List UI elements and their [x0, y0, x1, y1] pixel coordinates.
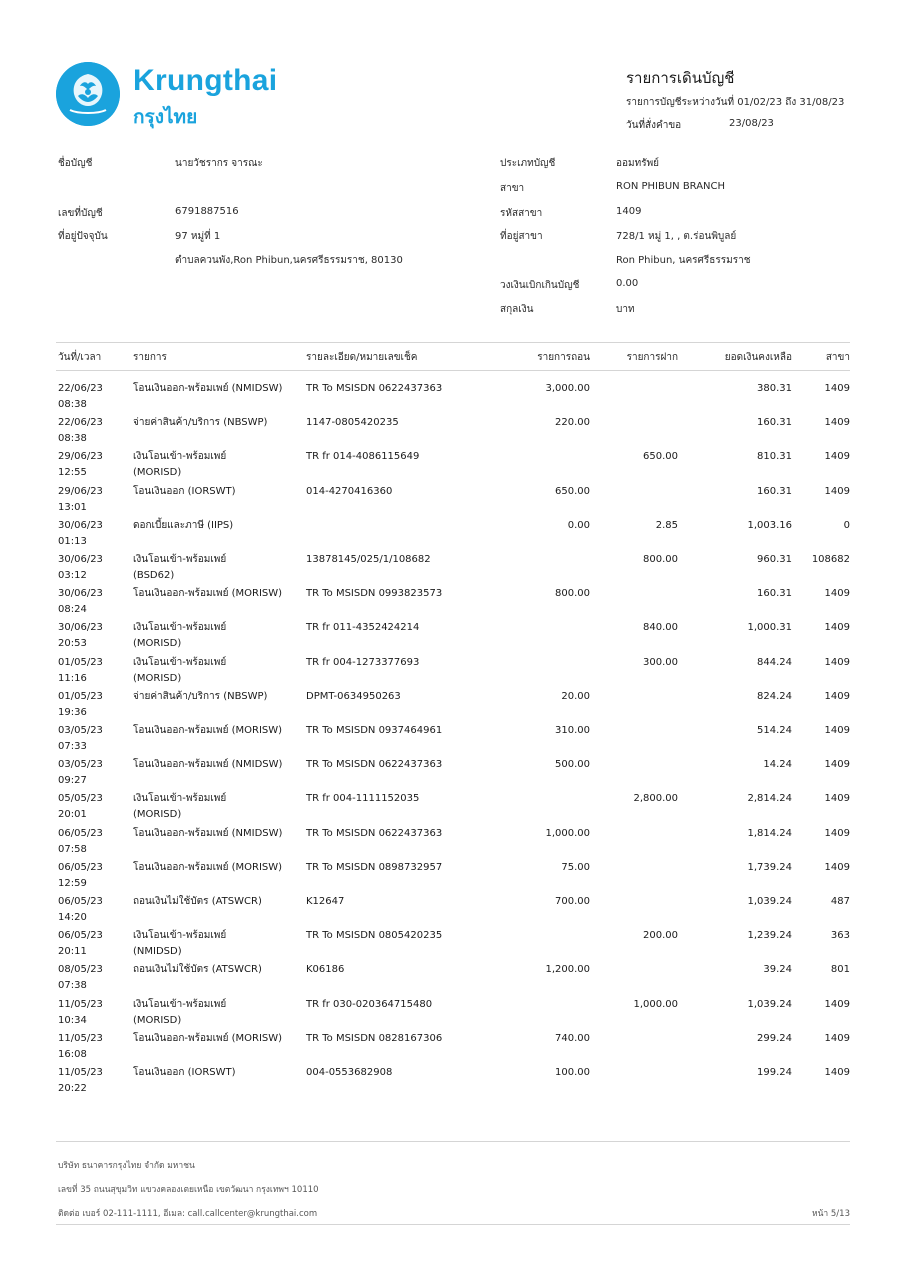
row-date: 30/06/23: [58, 519, 103, 531]
row-time: 09:27: [58, 775, 87, 787]
row-description: ถอนเงินไม่ใช้บัตร (ATSWCR): [133, 964, 262, 976]
row-deposit: 840.00: [643, 622, 678, 634]
row-date: 01/05/23: [58, 656, 103, 668]
col-header-description: รายการ: [133, 352, 167, 363]
account-type-label: ประเภทบัญชี: [500, 158, 556, 169]
row-date: 29/06/23: [58, 451, 103, 463]
row-detail: TR fr 030-020364715480: [306, 998, 433, 1010]
request-date-label: วันที่สั่งคำขอ: [626, 120, 682, 131]
row-description: โอนเงินออก (IORSWT): [133, 485, 236, 497]
statement-period: รายการบัญชีระหว่างวันที่ 01/02/23 ถึง 31/08/23: [626, 97, 845, 108]
row-withdraw: 310.00: [555, 725, 590, 736]
row-date: 30/06/23: [58, 622, 103, 634]
account-name: นายวัชรากร จารณะ: [175, 158, 263, 169]
row-date: 30/06/23: [58, 588, 103, 600]
row-description: เงินโอนเข้า-พร้อมเพย์: [133, 622, 227, 634]
row-branch: 1409: [824, 451, 850, 463]
row-withdraw: 20.00: [561, 690, 590, 702]
row-deposit: 650.00: [643, 451, 678, 463]
row-withdraw: 1,000.00: [545, 827, 590, 839]
address-line-1: 97 หมู่ที่ 1: [175, 231, 221, 242]
currency-value: บาท: [616, 304, 635, 315]
row-description: เงินโอนเข้า-พร้อมเพย์: [133, 554, 227, 565]
row-branch: 363: [830, 930, 850, 942]
row-description: โอนเงินออก-พร้อมเพย์ (NMIDSW): [133, 383, 283, 394]
row-branch: 1409: [824, 588, 850, 600]
row-branch: 1409: [824, 383, 850, 394]
row-branch: 1409: [824, 725, 850, 736]
row-description-cont: (NMIDSD): [133, 946, 182, 958]
row-time: 07:38: [58, 980, 87, 992]
row-description: ถอนเงินไม่ใช้บัตร (ATSWCR): [133, 896, 262, 907]
overdraft-label: วงเงินเบิกเกินบัญชี: [500, 280, 580, 291]
row-description-cont: (MORISD): [133, 638, 182, 650]
row-withdraw: 500.00: [555, 759, 590, 771]
row-description-cont: (MORISD): [133, 1014, 182, 1026]
row-withdraw: 1,200.00: [545, 964, 590, 976]
request-date: 23/08/23: [729, 118, 774, 129]
row-date: 03/05/23: [58, 759, 103, 771]
row-withdraw: 0.00: [567, 519, 590, 531]
row-withdraw: 220.00: [555, 417, 590, 429]
row-deposit: 300.00: [643, 656, 678, 668]
branch-label: สาขา: [500, 183, 525, 194]
row-detail: DPMT-0634950263: [306, 690, 401, 702]
row-balance: 1,814.24: [747, 827, 792, 839]
brand-name-en: Krungthai: [133, 64, 278, 97]
footer-bottom-rule: [56, 1224, 850, 1225]
row-withdraw: 800.00: [555, 588, 590, 600]
row-detail: TR fr 004-1273377693: [306, 656, 420, 668]
row-withdraw: 650.00: [555, 485, 590, 497]
row-description: จ่ายค่าสินค้า/บริการ (NBSWP): [133, 417, 268, 429]
row-description: โอนเงินออก-พร้อมเพย์ (MORISW): [133, 588, 283, 600]
row-withdraw: 100.00: [555, 1067, 590, 1078]
footer-top-rule: [56, 1141, 850, 1142]
branch-name: RON PHIBUN BRANCH: [616, 181, 726, 192]
page-number: หน้า 5/13: [812, 1209, 850, 1219]
row-description: โอนเงินออก-พร้อมเพย์ (NMIDSW): [133, 827, 283, 839]
krungthai-logo-icon: [56, 62, 120, 126]
row-withdraw: 3,000.00: [545, 383, 590, 394]
row-time: 20:22: [58, 1083, 87, 1094]
row-balance: 1,003.16: [747, 519, 792, 531]
row-date: 03/05/23: [58, 725, 103, 736]
row-time: 07:58: [58, 843, 87, 855]
row-time: 19:36: [58, 706, 87, 718]
row-date: 29/06/23: [58, 485, 103, 497]
row-description: ดอกเบี้ยและภาษี (IIPS): [133, 519, 234, 531]
row-description-cont: (MORISD): [133, 467, 182, 479]
col-header-detail: รายละเอียด/หมายเลขเช็ค: [306, 352, 418, 363]
row-time: 10:34: [58, 1014, 87, 1026]
row-time: 20:01: [58, 809, 87, 821]
account-number: 6791887516: [175, 206, 239, 217]
row-balance: 514.24: [757, 725, 792, 736]
row-balance: 1,039.24: [747, 998, 792, 1010]
row-detail: TR To MSISDN 0622437363: [306, 827, 443, 839]
row-deposit: 2,800.00: [633, 793, 678, 805]
row-detail: TR To MSISDN 0937464961: [306, 725, 443, 736]
row-description: เงินโอนเข้า-พร้อมเพย์: [133, 656, 227, 668]
row-date: 11/05/23: [58, 1067, 103, 1078]
row-balance: 380.31: [757, 383, 792, 394]
row-description-cont: (MORISD): [133, 809, 182, 821]
row-description: จ่ายค่าสินค้า/บริการ (NBSWP): [133, 690, 268, 702]
row-detail: TR fr 011-4352424214: [306, 622, 420, 634]
row-branch: 1409: [824, 622, 850, 634]
row-detail: 014-4270416360: [306, 485, 393, 497]
row-branch: 1409: [824, 485, 850, 497]
row-description: โอนเงินออก-พร้อมเพย์ (MORISW): [133, 1032, 283, 1044]
row-balance: 299.24: [757, 1032, 792, 1044]
row-branch: 1409: [824, 759, 850, 771]
row-date: 06/05/23: [58, 930, 103, 942]
row-time: 14:20: [58, 912, 87, 923]
row-date: 11/05/23: [58, 1032, 103, 1044]
row-time: 07:33: [58, 741, 87, 752]
row-detail: K06186: [306, 964, 345, 976]
col-header-balance: ยอดเงินคงเหลือ: [724, 352, 792, 363]
row-time: 08:24: [58, 604, 87, 616]
row-date: 06/05/23: [58, 896, 103, 907]
col-header-branch: สาขา: [825, 352, 850, 363]
row-balance: 960.31: [757, 554, 792, 565]
row-branch: 1409: [824, 1032, 850, 1044]
row-time: 12:59: [58, 877, 87, 889]
row-balance: 199.24: [757, 1067, 792, 1078]
address-label: ที่อยู่ปัจจุบัน: [58, 231, 108, 242]
row-balance: 824.24: [757, 690, 792, 702]
row-description: โอนเงินออก (IORSWT): [133, 1067, 236, 1078]
row-date: 05/05/23: [58, 793, 103, 805]
row-deposit: 1,000.00: [633, 998, 678, 1010]
row-balance: 39.24: [763, 964, 792, 976]
row-branch: 0: [843, 519, 850, 531]
row-withdraw: 700.00: [555, 896, 590, 907]
row-balance: 160.31: [757, 417, 792, 429]
row-detail: K12647: [306, 896, 345, 907]
row-date: 08/05/23: [58, 964, 103, 976]
row-time: 03:12: [58, 570, 87, 581]
branch-address-2: Ron Phibun, นครศรีธรรมราช: [616, 255, 751, 266]
overdraft-value: 0.00: [616, 278, 639, 289]
row-detail: TR To MSISDN 0622437363: [306, 383, 443, 394]
row-description: เงินโอนเข้า-พร้อมเพย์: [133, 793, 227, 805]
row-date: 30/06/23: [58, 554, 103, 565]
row-time: 20:11: [58, 946, 87, 958]
row-branch: 1409: [824, 861, 850, 873]
col-header-deposit: รายการฝาก: [626, 352, 678, 363]
row-time: 13:01: [58, 501, 87, 513]
col-header-datetime: วันที่/เวลา: [58, 352, 102, 363]
row-detail: TR To MSISDN 0622437363: [306, 759, 443, 771]
row-time: 01:13: [58, 535, 87, 547]
row-detail: TR fr 014-4086115649: [306, 451, 420, 463]
row-branch: 801: [830, 964, 850, 976]
row-date: 11/05/23: [58, 998, 103, 1010]
row-date: 06/05/23: [58, 827, 103, 839]
account-name-label: ชื่อบัญชี: [58, 158, 93, 169]
row-description: เงินโอนเข้า-พร้อมเพย์: [133, 998, 227, 1010]
account-type: ออมทรัพย์: [616, 158, 660, 169]
row-description: เงินโอนเข้า-พร้อมเพย์: [133, 930, 227, 942]
row-balance: 160.31: [757, 588, 792, 600]
row-branch: 1409: [824, 793, 850, 805]
row-time: 08:38: [58, 433, 87, 445]
row-date: 22/06/23: [58, 383, 103, 394]
row-branch: 1409: [824, 690, 850, 702]
row-deposit: 800.00: [643, 554, 678, 565]
brand-name-th: กรุงไทย: [133, 107, 198, 128]
branch-code-label: รหัสสาขา: [500, 208, 543, 219]
row-branch: 487: [830, 896, 850, 907]
footer-address: เลขที่ 35 ถนนสุขุมวิท แขวงคลองเตยเหนือ เขตวัฒนา กรุงเทพฯ 10110: [58, 1185, 319, 1195]
row-detail: TR fr 004-1111152035: [306, 793, 420, 805]
row-deposit: 200.00: [643, 930, 678, 942]
row-deposit: 2.85: [655, 519, 678, 531]
row-branch: 1409: [824, 998, 850, 1010]
branch-code: 1409: [616, 206, 642, 217]
row-branch: 1409: [824, 656, 850, 668]
row-time: 12:55: [58, 467, 87, 479]
row-description: โอนเงินออก-พร้อมเพย์ (MORISW): [133, 725, 283, 736]
row-detail: TR To MSISDN 0828167306: [306, 1032, 443, 1044]
row-time: 16:08: [58, 1048, 87, 1060]
row-date: 22/06/23: [58, 417, 103, 429]
row-balance: 810.31: [757, 451, 792, 463]
footer-contact: ติดต่อ เบอร์ 02-111-1111, อีเมล: call.callcenter@krungthai.com: [58, 1209, 318, 1219]
row-date: 06/05/23: [58, 861, 103, 873]
row-balance: 2,814.24: [747, 793, 792, 805]
row-branch: 1409: [824, 417, 850, 429]
row-branch: 1409: [824, 827, 850, 839]
table-top-rule: [56, 342, 850, 343]
table-header-rule: [56, 370, 850, 371]
account-number-label: เลขที่บัญชี: [58, 208, 103, 219]
row-detail: TR To MSISDN 0993823573: [306, 588, 443, 600]
footer-company: บริษัท ธนาคารกรุงไทย จำกัด มหาชน: [58, 1161, 195, 1171]
row-time: 11:16: [58, 672, 87, 684]
row-balance: 1,039.24: [747, 896, 792, 907]
row-detail: 13878145/025/1/108682: [306, 554, 431, 565]
col-header-withdraw: รายการถอน: [537, 352, 590, 363]
row-detail: 1147-0805420235: [306, 417, 399, 429]
row-description: โอนเงินออก-พร้อมเพย์ (NMIDSW): [133, 759, 283, 771]
row-branch: 108682: [811, 554, 850, 565]
currency-label: สกุลเงิน: [500, 304, 534, 315]
row-balance: 1,239.24: [747, 930, 792, 942]
address-line-2: ตำบลควนพัง,Ron Phibun,นครศรีธรรมราช, 80130: [175, 255, 403, 266]
row-detail: TR To MSISDN 0898732957: [306, 861, 443, 873]
row-balance: 1,000.31: [747, 622, 792, 634]
row-date: 01/05/23: [58, 690, 103, 702]
row-withdraw: 75.00: [561, 861, 590, 873]
branch-address-label: ที่อยู่สาขา: [500, 231, 543, 242]
row-description-cont: (MORISD): [133, 672, 182, 684]
row-detail: TR To MSISDN 0805420235: [306, 930, 443, 942]
row-balance: 14.24: [763, 759, 792, 771]
row-description: เงินโอนเข้า-พร้อมเพย์: [133, 451, 227, 463]
row-balance: 1,739.24: [747, 861, 792, 873]
row-description-cont: (BSD62): [133, 570, 175, 581]
branch-address-1: 728/1 หมู่ 1, , ต.ร่อนพิบูลย์: [616, 231, 737, 242]
row-detail: 004-0553682908: [306, 1067, 393, 1078]
row-branch: 1409: [824, 1067, 850, 1078]
row-description: โอนเงินออก-พร้อมเพย์ (MORISW): [133, 861, 283, 873]
row-time: 20:53: [58, 638, 87, 650]
row-balance: 844.24: [757, 656, 792, 668]
row-withdraw: 740.00: [555, 1032, 590, 1044]
row-time: 08:38: [58, 399, 87, 410]
row-balance: 160.31: [757, 485, 792, 497]
statement-title: รายการเดินบัญชี: [626, 69, 735, 87]
